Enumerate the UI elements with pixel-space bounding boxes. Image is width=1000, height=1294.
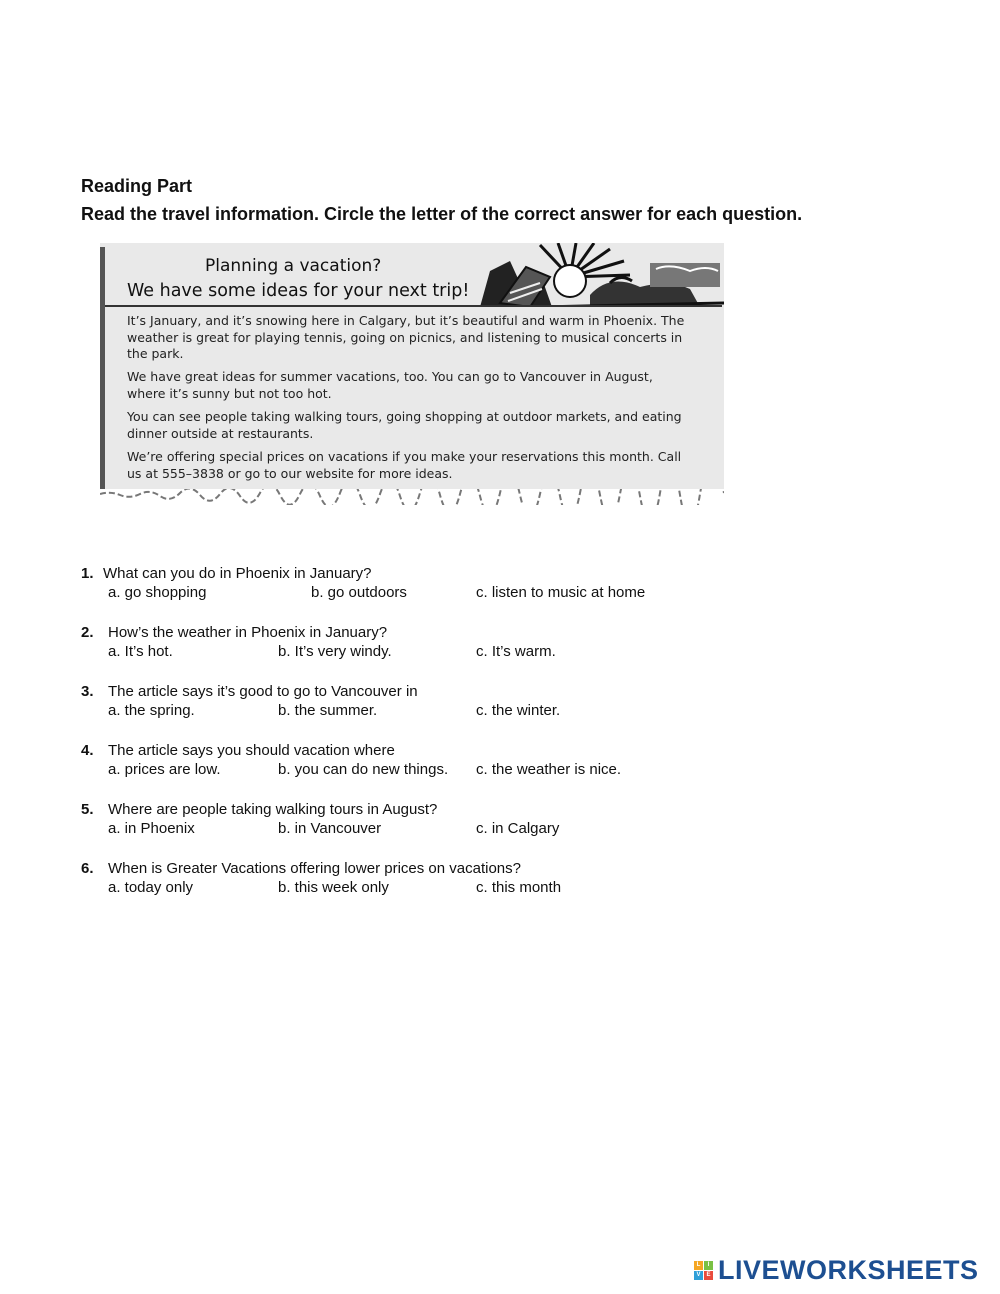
question-number: 6.	[81, 860, 94, 877]
ad-left-border	[100, 247, 105, 499]
option-a[interactable]: a. It’s hot.	[108, 643, 173, 660]
option-b[interactable]: b. go outdoors	[311, 584, 407, 601]
question-1	[81, 564, 646, 601]
question-number: 1.	[81, 565, 94, 582]
ad-headline-1: Planning a vacation?	[205, 256, 382, 276]
liveworksheets-logo	[694, 1256, 979, 1284]
ad-headline-2: We have some ideas for your next trip!	[127, 281, 470, 301]
question-prompt: The article says it’s good to go to Vancouver in	[108, 683, 418, 700]
torn-edge-icon	[100, 489, 724, 505]
option-c[interactable]: c. this month	[476, 879, 562, 896]
question-prompt: How’s the weather in Phoenix in January?	[108, 624, 388, 641]
option-a[interactable]: a. prices are low.	[108, 761, 221, 778]
travel-ad-image	[100, 243, 724, 505]
option-a[interactable]: a. in Phoenix	[108, 820, 195, 837]
option-b[interactable]: b. in Vancouver	[278, 820, 382, 837]
question-prompt: What can you do in Phoenix in January?	[103, 565, 372, 582]
option-c[interactable]: c. listen to music at home	[476, 584, 646, 601]
question-prompt: The article says you should vacation where	[108, 742, 395, 759]
section-title: Reading Part	[81, 176, 193, 196]
question-number: 3.	[81, 683, 94, 700]
logo-letter-i: I	[704, 1261, 713, 1270]
option-a[interactable]: a. today only	[108, 879, 194, 896]
question-6	[81, 859, 562, 896]
question-5	[81, 800, 560, 837]
question-number: 5.	[81, 801, 94, 818]
option-b[interactable]: b. the summer.	[278, 702, 378, 719]
ad-paragraph-3: You can see people taking walking tours, going shopping at outdoor markets, and eating dinner outside at restaurants.	[127, 409, 682, 441]
option-c[interactable]: c. the winter.	[476, 702, 561, 719]
instructions: Read the travel information. Circle the letter of the correct answer for each question.	[81, 204, 803, 224]
beach-illustration-icon	[480, 243, 724, 307]
ad-paragraph-2: We have great ideas for summer vacations, too. You can go to Vancouver in August, where it’s sunny but not too hot.	[127, 369, 653, 401]
question-number: 4.	[81, 742, 94, 759]
option-c[interactable]: c. the weather is nice.	[476, 761, 622, 778]
option-a[interactable]: a. the spring.	[108, 702, 195, 719]
logo-letter-e: E	[704, 1271, 713, 1280]
ad-paragraph-1: It’s January, and it’s snowing here in Calgary, but it’s beautiful and warm in Phoenix. The weather is great for playing tennis, going on picnics, and listening to musical concerts in the park.	[127, 313, 685, 361]
question-number: 2.	[81, 624, 94, 641]
option-b[interactable]: b. you can do new things.	[278, 761, 449, 778]
option-b[interactable]: b. this week only	[278, 879, 389, 896]
question-prompt: When is Greater Vacations offering lower prices on vacations?	[108, 860, 521, 877]
ad-paragraph-4: We’re offering special prices on vacations if you make your reservations this month. Call us at 555–3838 or go to our website for more ideas.	[127, 449, 682, 481]
question-4	[81, 741, 622, 778]
question-prompt: Where are people taking walking tours in August?	[108, 801, 438, 818]
option-c[interactable]: c. It’s warm.	[476, 643, 556, 660]
logo-letter-l: L	[694, 1261, 703, 1270]
option-a[interactable]: a. go shopping	[108, 584, 207, 601]
logo-text: LIVEWORKSHEETS	[718, 1254, 979, 1285]
liveworksheets-logo-icon	[694, 1261, 713, 1280]
option-b[interactable]: b. It’s very windy.	[278, 643, 392, 660]
question-2	[81, 623, 556, 660]
ad-header-divider	[105, 305, 722, 307]
logo-letter-v: V	[694, 1271, 703, 1280]
option-c[interactable]: c. in Calgary	[476, 820, 560, 837]
question-3	[81, 682, 561, 719]
